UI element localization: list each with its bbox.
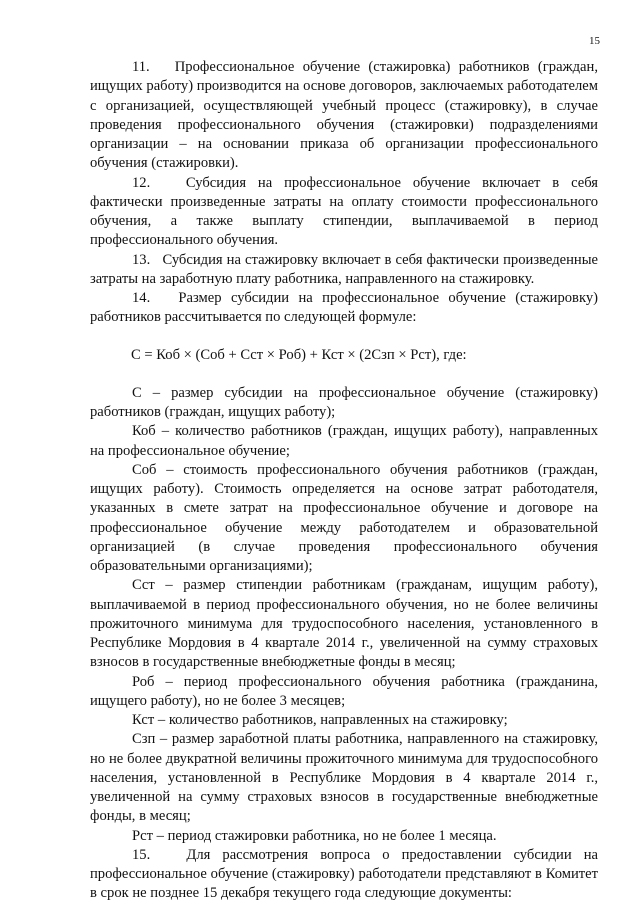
paragraph-13: 13. Субсидия на стажировку включает в себя фактически произведенные затраты на заработную плату работника, направленного на стажировку. bbox=[90, 251, 598, 287]
definition-rst: Рст – период стажировки работника, но не более 1 месяца. bbox=[132, 827, 497, 844]
paragraph-11: 11. Профессиональное обучение (стажировка) работников (граждан, ищущих работу) производится на основе договоров, заключаемых работодателем с организацией, осуществляющей учебный процесс (стажировку), в случае проведения профессионального обучения (стажировки) подразделениями организации – на основании приказа об организации профессионального обучения (стажировки). bbox=[90, 59, 598, 172]
paragraph-12: 12. Субсидия на профессиональное обучение включает в себя фактически произведенные затраты на оплату стоимости профессионального обучения, а также выплату стипендии, выплачиваемой в период профессионального обучения. bbox=[90, 174, 598, 249]
paragraph-14: 14. Размер субсидии на профессиональное обучение (стажировку) работников рассчитывается по следующей формуле: bbox=[90, 290, 598, 326]
definition-szp: Сзп – размер заработной платы работника, направленного на стажировку, но не более двукратной величины прожиточного минимума для трудоспособного населения, установленной в Республике Мордовия в 4 квартале 2014 г., увеличенной на сумму страховых взносов в государственные внебюджетные фонды, в месяц; bbox=[90, 731, 598, 825]
definition-sst: Сст – размер стипендии работникам (гражданам, ищущим работу), выплачиваемой в период профессионального обучения, но не более величины прожиточного минимума для трудоспособного населения, установленного в Республике Мордовия в 4 квартале 2014 г., увеличенной на сумму страховых взносов в государственные внебюджетные фонды в месяц; bbox=[90, 577, 598, 671]
definition-rob: Роб – период профессионального обучения работника (гражданина, ищущего работу), но не более 3 месяцев; bbox=[90, 673, 598, 709]
paragraph-15: 15. Для рассмотрения вопроса о предоставлении субсидии на профессиональное обучение (стажировку) работодатели представляют в Комитет в срок не позднее 15 декабря текущего года следующие документы: bbox=[90, 846, 598, 902]
subsidy-formula: С = Коб × (Соб + Сст × Роб) + Кст × (2Сзп × Рст), где: bbox=[131, 346, 467, 363]
document-body bbox=[90, 58, 598, 904]
page-number: 15 bbox=[589, 35, 600, 47]
definition-kst: Кст – количество работников, направленных на стажировку; bbox=[132, 712, 508, 728]
definition-kob: Коб – количество работников (граждан, ищущих работу), направленных на профессиональное обучение; bbox=[90, 423, 598, 459]
definition-c: С – размер субсидии на профессиональное обучение (стажировку) работников (граждан, ищущих работу); bbox=[90, 384, 598, 420]
definition-sob: Соб – стоимость профессионального обучения работников (граждан, ищущих работу). Стоимость определяется на основе затрат работодателя, указанных в смете затрат на профессиональное обучение и договоре на профессиональное обучение между работодателем и образовательной организацией (в случае проведения профессионального обучения образовательными организациями); bbox=[90, 461, 598, 574]
